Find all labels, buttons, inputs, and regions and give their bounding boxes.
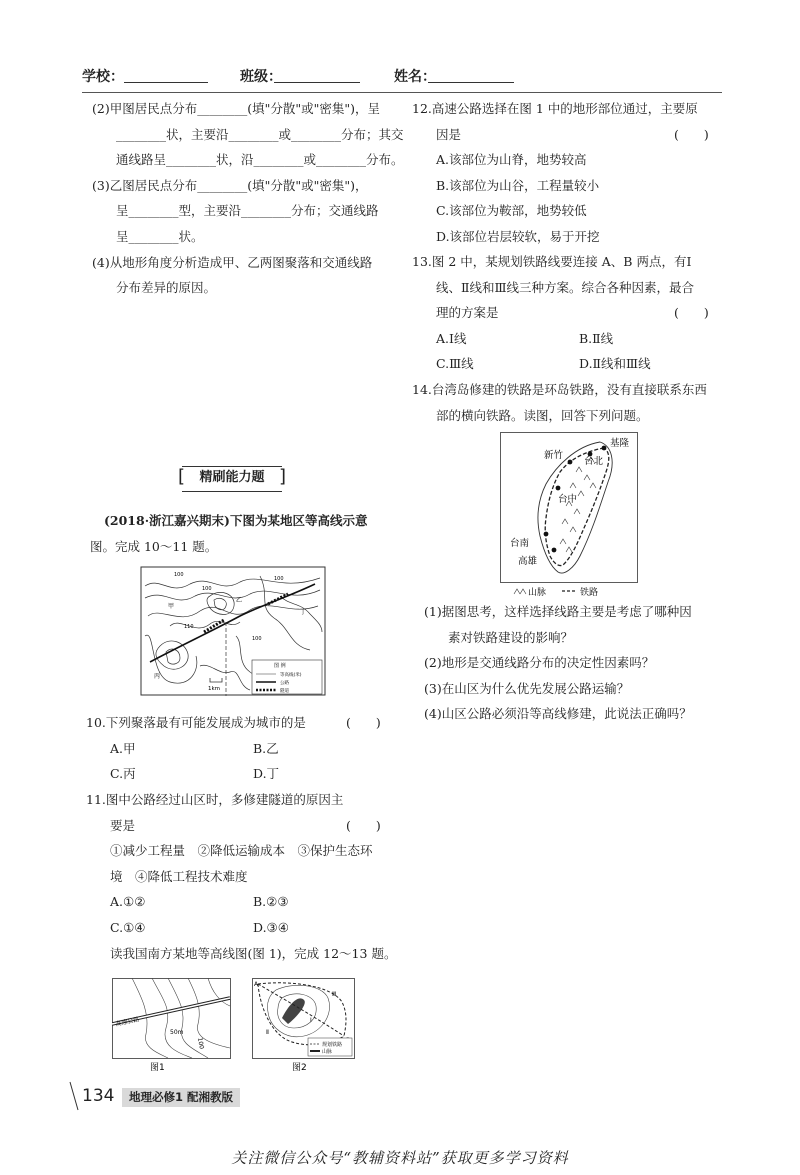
question-11 <box>86 787 396 966</box>
legend-contour: 等高线(米) <box>280 673 302 678</box>
fig2-legend <box>308 1038 352 1056</box>
city-taipei: 台北 <box>584 456 604 467</box>
school-blank[interactable] <box>124 82 208 83</box>
q13-stem-line3: 理的方案是 ( ) <box>412 300 722 326</box>
question-12 <box>412 96 722 250</box>
section-title: [ 精刷能力题 ] <box>182 466 282 492</box>
q11-option-d[interactable]: D.③④ <box>253 919 289 935</box>
q11-stem-line1: 11.图中公路经过山区时，多修建隧道的原因主 <box>86 792 344 807</box>
intro-line1: (2018·浙江嘉兴期末)下图为某地区等高线示意 <box>104 513 368 528</box>
q9-4-line2: 分布差异的原因。 <box>116 280 217 296</box>
place-yi: 乙 <box>236 597 243 604</box>
class-label: 班级： <box>240 69 282 85</box>
q11-options-row1 <box>86 889 396 915</box>
q9-2-line1: (2)甲图居民点分布________(填"分散"或"密集")，呈 <box>92 101 380 116</box>
map-legend <box>252 660 322 694</box>
q10-option-a[interactable]: A.甲 <box>110 740 136 756</box>
q10-option-d[interactable]: D.丁 <box>253 766 280 782</box>
figure-1-contour-map <box>112 978 232 1072</box>
legend-mountain: 山脉 <box>528 588 547 598</box>
fig1-label-50m: 50m <box>170 1029 184 1036</box>
q13-options-row2 <box>412 351 722 377</box>
name-blank[interactable] <box>428 82 514 83</box>
q9-2-line3: 通线路呈________状，沿________或________分布。 <box>116 152 404 168</box>
question-14-subquestions <box>424 599 734 727</box>
q11-option-c[interactable]: C.①④ <box>110 919 146 935</box>
q14-stem-line2: 部的横向铁路。读图，回答下列问题。 <box>436 407 649 423</box>
read-instruction-12-13: 读我国南方某地等高线图(图 1)，完成 12～13 题。 <box>110 945 397 961</box>
taiwan-railway-map <box>500 432 638 598</box>
legend-road: 公路 <box>280 681 289 686</box>
q9-3-line3: 呈________状。 <box>116 228 204 244</box>
contour-map-figure <box>140 566 326 696</box>
q9-4-line1: (4)从地形角度分析造成甲、乙两图聚落和交通线路 <box>92 254 373 270</box>
q13-options-row1 <box>412 326 722 352</box>
q12-option-c[interactable]: C.该部位为鞍部，地势较低 <box>436 203 587 219</box>
name-label: 姓名： <box>394 69 436 85</box>
q11-answer-paren[interactable]: ( ) <box>346 817 381 833</box>
q13-option-a[interactable]: A.Ⅰ线 <box>436 330 467 346</box>
q13-option-c[interactable]: C.Ⅲ线 <box>436 356 474 372</box>
q10-options-row2 <box>86 761 396 787</box>
q10-option-c[interactable]: C.丙 <box>110 766 136 782</box>
q9-2-line2: ________状，主要沿________或________分布；其交 <box>116 126 404 142</box>
q14-stem-line1: 14.台湾岛修建的铁路是环岛铁路，没有直接联系东西 <box>412 382 707 397</box>
q11-option-b[interactable]: B.②③ <box>253 894 289 910</box>
page-number-slash <box>68 1080 82 1112</box>
fig2-legend-railway: 规划铁路 <box>322 1042 343 1048</box>
point-a: A <box>254 981 259 988</box>
q13-option-d[interactable]: D.Ⅱ线和Ⅲ线 <box>579 356 651 372</box>
legend-railway: 铁路 <box>580 588 599 598</box>
q14-sub4: (4)山区公路必须沿等高线修建，此说法正确吗？ <box>424 706 692 722</box>
question-10 <box>86 710 396 787</box>
intro-line2: 图。完成 10～11 题。 <box>90 538 218 554</box>
student-info-header <box>82 66 722 90</box>
contour-label: 100 <box>202 586 212 592</box>
q13-answer-paren[interactable]: ( ) <box>674 305 709 321</box>
q12-option-a[interactable]: A.该部位为山脊，地势较高 <box>436 152 587 168</box>
contour-label: 100 <box>252 636 262 642</box>
figure-2-caption: 图2 <box>292 1063 307 1072</box>
contour-label: 110 <box>184 624 194 630</box>
q13-stem-line2: 线、Ⅱ线和Ⅲ线三种方案。综合各种因素，最合 <box>436 279 695 295</box>
contour-label: 100 <box>274 576 284 582</box>
book-title: 地理必修1 配湘教版 <box>122 1088 240 1107</box>
legend-title: 图 例 <box>274 663 286 669</box>
route-label-2: Ⅱ <box>266 1029 269 1036</box>
class-blank[interactable] <box>274 82 360 83</box>
q12-answer-paren[interactable]: ( ) <box>674 126 709 142</box>
city-kaohsiung: 高雄 <box>518 556 538 567</box>
q11-items-line2: 境 ④降低工程技术难度 <box>110 868 248 884</box>
taiwan-map-legend <box>514 586 598 598</box>
figure-2-railway-map <box>252 978 356 1072</box>
watermark-text: 关注微信公众号“教辅资料站”获取更多学习资料 <box>231 1149 569 1167</box>
header-divider <box>82 92 722 93</box>
legend-tunnel: 隧道 <box>280 689 289 694</box>
place-bing: 丙 <box>154 673 161 680</box>
fig2-legend-mountain: 山脉 <box>322 1049 333 1055</box>
q9-3-line2: 呈________型，主要沿________分布；交通线路 <box>116 203 379 219</box>
q10-stem: 10.下列聚落最有可能发展成为城市的是 ( ) <box>86 710 396 736</box>
school-label: 学校： <box>82 69 124 85</box>
page-number: 134 <box>82 1086 115 1106</box>
q11-option-a[interactable]: A.①② <box>110 894 146 910</box>
q12-option-b[interactable]: B.该部位为山谷，工程量较小 <box>436 177 600 193</box>
q13-stem-line1: 13.图 2 中，某规划铁路线要连接 A、B 两点，有Ⅰ <box>412 254 692 269</box>
q14-sub1-line2: 素对铁路建设的影响？ <box>448 629 574 645</box>
q13-option-b[interactable]: B.Ⅱ线 <box>579 330 614 346</box>
q11-stem-line2: 要是 ( ) <box>86 813 396 839</box>
q12-option-d[interactable]: D.该部位岩层较软，易于开挖 <box>436 228 600 244</box>
city-taichung: 台中 <box>558 494 578 505</box>
q12-stem-line1: 12.高速公路选择在图 1 中的地形部位通过，主要原 <box>412 101 698 116</box>
q10-options-row1 <box>86 736 396 762</box>
city-keelung: 基隆 <box>610 438 630 449</box>
fig1-road-label: 高速公路 <box>114 1016 140 1028</box>
q11-options-row2 <box>86 915 396 941</box>
q12-stem-line2: 因是 ( ) <box>412 122 722 148</box>
contour-label: 100 <box>174 572 184 578</box>
q14-sub2: (2)地形是交通线路分布的决定性因素吗？ <box>424 655 655 671</box>
route-label-3: Ⅲ <box>332 991 337 998</box>
q9-3-line1: (3)乙图居民点分布________(填"分散"或"密集")， <box>92 177 368 193</box>
q14-sub3: (3)在山区为什么优先发展公路运输？ <box>424 680 630 696</box>
question-14 <box>412 377 732 428</box>
fig1-label-100: 100 <box>196 1037 205 1050</box>
place-ding: 丁 <box>300 609 307 616</box>
q10-answer-paren[interactable]: ( ) <box>346 715 381 730</box>
question-9-continued <box>92 96 404 301</box>
q11-items-line1: ①减少工程量 ②降低运输成本 ③保护生态环 <box>110 843 373 859</box>
city-hsinchu: 新竹 <box>544 450 564 461</box>
scale-label: 1km <box>208 686 221 692</box>
intro-10-11 <box>90 508 404 559</box>
q14-sub1-line1: (1)据图思考，这样选择线路主要是考虑了哪种因 <box>424 604 692 619</box>
q10-option-b[interactable]: B.乙 <box>253 740 279 756</box>
place-jia: 甲 <box>168 603 175 610</box>
figure-1-caption: 图1 <box>150 1063 165 1072</box>
question-13 <box>412 249 722 377</box>
city-tainan: 台南 <box>510 538 530 549</box>
route-label-1: Ⅰ <box>310 1017 312 1024</box>
